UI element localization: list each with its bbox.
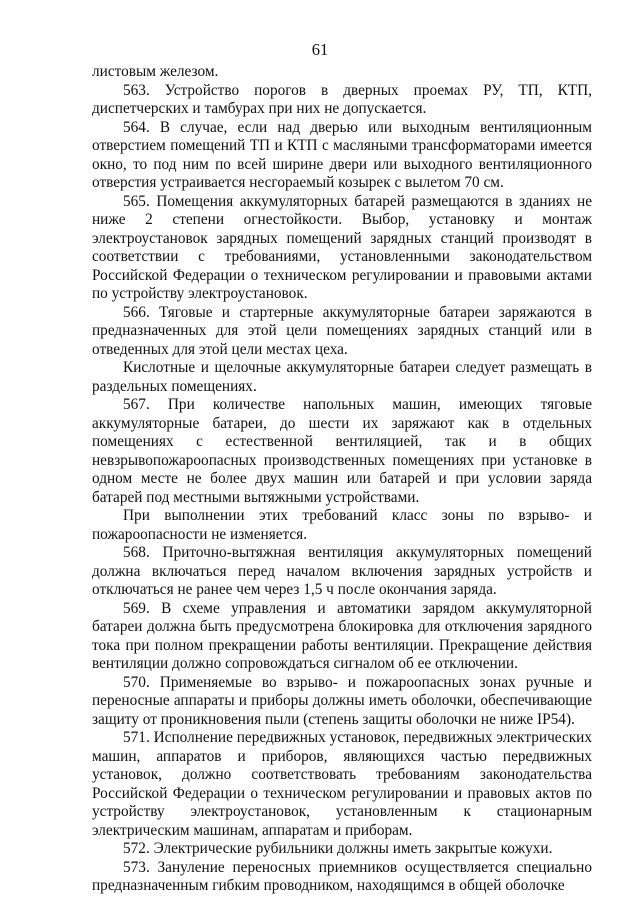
paragraph-566: 566. Тяговые и стартерные аккумуляторные батареи заряжаются в предназначенных для этой цели помещениях зарядных станций или в отведенных для этой цели местах цеха.	[92, 303, 592, 358]
paragraph-565: 565. Помещения аккумуляторных батарей размещаются в зданиях не ниже 2 степени огнестойкости. Выбор, установку и монтаж электроустановок зарядных помещений зарядных станций производят в соответствии с требованиями, установленными законодательством Российской Федерации о техническом регулировании и правовыми актами по устройству электроустановок.	[92, 192, 592, 302]
paragraph-568: 568. Приточно-вытяжная вентиляция аккумуляторных помещений должна включаться перед началом включения зарядных устройств и отключаться не ранее чем через 1,5 ч после окончания заряда.	[92, 544, 592, 598]
paragraph-continuation: листовым железом.	[92, 63, 219, 80]
paragraph-572: 572. Электрические рубильники должны иметь закрытые кожухи.	[123, 840, 553, 857]
paragraph-569: 569. В схеме управления и автоматики зарядом аккумуляторной батареи должна быть предусмотрена блокировка для отключения зарядного тока при полном прекращении работы вентиляции. Прекращение действия вентиляции должно сопровождаться сигналом об ее отключении.	[92, 599, 592, 672]
paragraph-564: 564. В случае, если над дверью или выходным вентиляционным отверстием помещений ТП и КТП с масляными трансформаторами имеется окно, то под ним по всей ширине двери или выходного вентиляционного отверстия устраивается несгораемый козырек с вылетом 70 см.	[92, 118, 592, 191]
document-body	[92, 63, 592, 896]
paragraph-570: 570. Применяемые во взрыво- и пожароопасных зонах ручные и переносные аппараты и приборы должны иметь оболочки, обеспечивающие защиту от проникновения пыли (степень защиты оболочки не ниже IP54).	[92, 673, 592, 728]
paragraph-566-note: Кислотные и щелочные аккумуляторные батареи следует размещать в раздельных помещениях.	[92, 359, 592, 395]
page-number: 61	[311, 40, 329, 59]
paragraph-563: 563. Устройство порогов в дверных проемах РУ, ТП, КТП, диспетчерских и тамбурах при них не допускается.	[92, 81, 592, 117]
paragraph-571: 571. Исполнение передвижных установок, передвижных электрических машин, аппаратов и приборов, являющихся частью передвижных установок, должно соответствовать требованиям законодательства Российской Федерации о техническом регулировании и правовых актов по устройству электроустановок, установленным к стационарным электрическим машинам, аппаратам и приборам.	[92, 729, 592, 839]
paragraph-567: 567. При количестве напольных машин, имеющих тяговые аккумуляторные батареи, до шести их заряжают как в отдельных помещениях с естественной вентиляцией, так и в общих невзрывопожароопасных производственных помещениях при установке в одном месте не более двух машин или батарей и при условии заряда батарей под местными вытяжными устройствами.	[92, 396, 592, 506]
paragraph-573: 573. Зануление переносных приемников осуществляется специально предназначенным гибким проводником, находящимся в общей оболочке	[92, 858, 592, 894]
paragraph-567-note: При выполнении этих требований класс зоны по взрыво- и пожароопасности не изменяется.	[92, 507, 592, 543]
